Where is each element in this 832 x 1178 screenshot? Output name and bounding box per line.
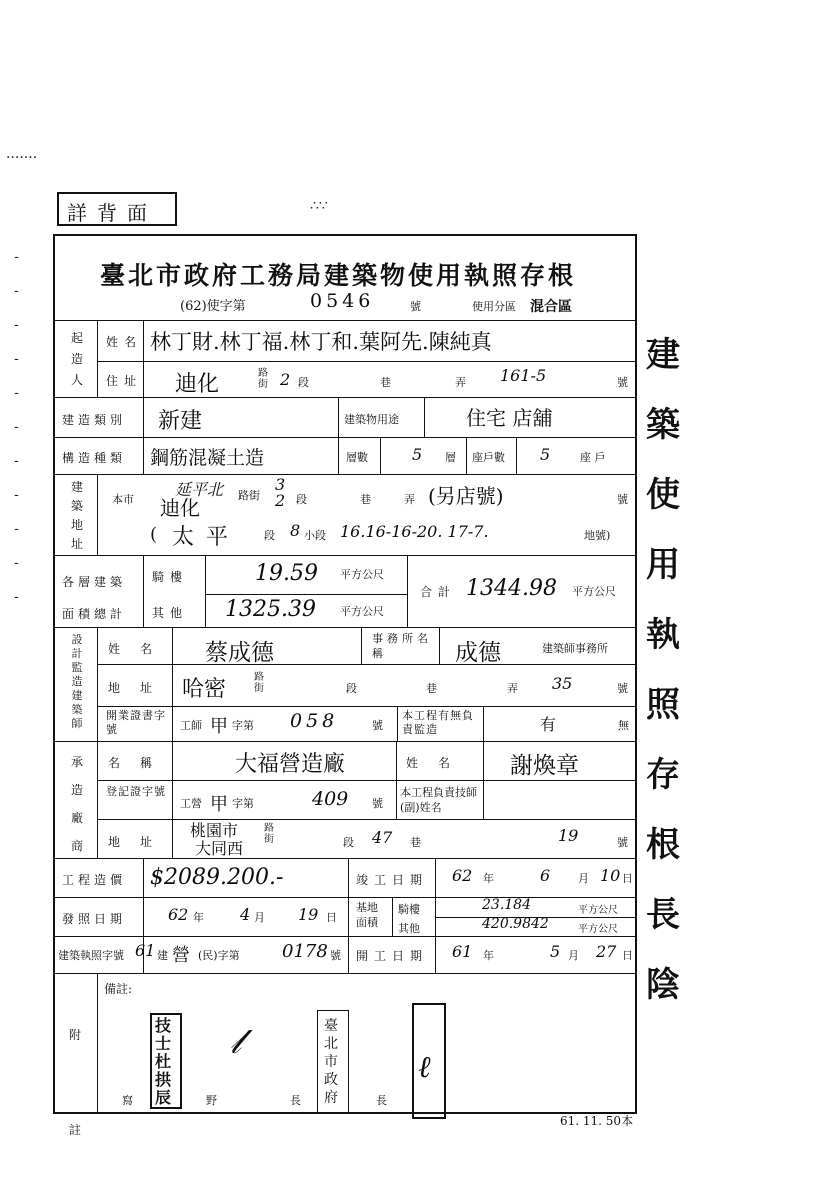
designer-office-label (372, 631, 434, 661)
floors-unit: 層 (445, 451, 456, 464)
side-stamp-text: 建築使用執照存根 長 陰 (646, 335, 680, 1005)
land-small-label: 小段 (304, 529, 326, 542)
contractor-no-value: 19 (558, 826, 579, 845)
rule (97, 474, 98, 555)
owner-road-label: 路街 (258, 368, 268, 390)
floors-value: 5 (412, 445, 423, 464)
designer-name-label: 姓名 (108, 642, 173, 656)
completion-day: 10 (600, 866, 621, 885)
form-title: 臺北市政府工務局建築物使用執照存根 (100, 261, 577, 290)
form-tag (57, 192, 177, 226)
cost-value: $2089.200.- (150, 865, 284, 890)
base-arcade-value: 23.184 (482, 897, 531, 913)
rule (172, 741, 173, 858)
rule (483, 741, 484, 819)
owner-name-value: 林丁財.林丁福.林丁和.葉阿先.陳純真 (150, 330, 492, 354)
rule (466, 437, 467, 474)
designer-office-value: 成德 (455, 640, 501, 666)
rule (205, 555, 206, 627)
remarks-label: 備註: (104, 982, 133, 996)
rule (143, 320, 144, 397)
signature-scribble-1: 𝓁 (230, 1022, 242, 1062)
zone-value: 混合區 (530, 299, 572, 315)
rule (380, 437, 381, 474)
rule (97, 741, 98, 858)
form-frame (53, 234, 637, 1114)
base-other-value: 420.9842 (482, 916, 549, 932)
permit-number-row (180, 295, 246, 314)
designer-group-label: 設計監造建築師 (71, 633, 83, 730)
rule (205, 594, 407, 595)
area-arcade-value: 19.59 (255, 561, 318, 586)
rule (172, 627, 173, 741)
completion-month-label: 月 (578, 872, 589, 885)
designer-supervisor-label (402, 709, 482, 737)
designer-supervisor-value: 有 (540, 715, 557, 734)
rule (424, 397, 425, 437)
rule (397, 706, 398, 741)
rule (97, 361, 637, 362)
start-day: 27 (596, 942, 617, 961)
area-group-label-text: 各層建築面積總計 (62, 575, 127, 621)
government-stamp-text: 臺北市政府 (324, 1018, 338, 1106)
floors-label: 層數 (346, 451, 368, 464)
owner-sec-label: 段 (298, 376, 309, 389)
zone-label: 使用分區 (472, 300, 516, 313)
use-value: 住宅 店舖 (466, 406, 553, 430)
contractor-no-label: 號 (617, 836, 628, 849)
category-label: 建造類別 (62, 413, 127, 427)
rule (439, 627, 440, 664)
rule (348, 858, 349, 973)
completion-month: 6 (540, 866, 551, 885)
rule (97, 780, 637, 781)
permit-number-prefix: (62)使字第 (180, 299, 246, 314)
start-month-label: 月 (568, 949, 579, 962)
rule (396, 741, 397, 819)
start-label: 開工日期 (356, 949, 429, 963)
contractor-name-label: 名稱 (108, 756, 173, 770)
rule (361, 627, 362, 664)
scan-noise: ∴∵ (310, 198, 328, 214)
units-unit: 座 戶 (580, 451, 606, 464)
designer-office-suffix: 建築師事務所 (542, 642, 608, 655)
owner-group-label: 起造人 (70, 331, 83, 387)
owner-no-label: 號 (617, 376, 628, 389)
category-value: 新建 (158, 409, 203, 434)
contractor-address-road: 大同西 (195, 839, 244, 858)
designer-road-label: 路街 (254, 672, 264, 694)
start-year-label: 年 (483, 949, 494, 962)
remarks-col4: 長 (376, 1094, 387, 1107)
land-sec-label: 段 (264, 529, 275, 542)
designer-supervisor-label-text: 本工程有無負責監造 (402, 709, 474, 736)
rule (55, 973, 637, 974)
area-total-label: 合計 (420, 585, 457, 599)
rule (97, 973, 98, 1114)
designer-address-label: 地址 (108, 681, 173, 695)
rule (97, 320, 98, 397)
permit-type: 營 (172, 945, 190, 966)
site-city-label: 本市 (112, 493, 134, 506)
site-road-label: 路街 (238, 489, 260, 502)
owner-alley-label: 弄 (455, 376, 466, 389)
contractor-lane-value: 47 (372, 828, 393, 847)
contractor-name-value: 大福營造廠 (235, 752, 346, 777)
scan-noise: - - - - - - - - - - - (14, 249, 19, 605)
remarks-side-label: 附註 (68, 1028, 81, 1137)
designer-office-label-text: 事務所名稱 (372, 632, 432, 660)
designer-license-no: 058 (290, 710, 339, 732)
government-stamp (317, 1010, 349, 1114)
land-suffix: 地號) (584, 529, 611, 542)
rule (97, 627, 98, 741)
issue-month: 4 (240, 905, 251, 924)
structure-label: 構造種類 (62, 451, 127, 465)
permit-label: 建築執照字號 (58, 949, 124, 962)
issue-year-label: 年 (193, 911, 204, 924)
area-total-unit: 平方公尺 (572, 585, 616, 598)
completion-label: 竣工日期 (356, 873, 429, 887)
contractor-reg-mid: 字第 (232, 797, 254, 810)
owner-address-label: 住址 (106, 374, 143, 388)
remarks-col3: 長 (290, 1094, 301, 1107)
designer-license-label (106, 709, 168, 737)
site-road2: 迪化 (160, 496, 200, 520)
contractor-lane-label: 巷 (410, 836, 421, 849)
contractor-address-label: 地址 (108, 835, 173, 849)
site-sec-label: 段 (296, 493, 307, 506)
units-label: 座戶數 (472, 451, 505, 464)
issue-day: 19 (298, 905, 319, 924)
start-month: 5 (550, 942, 561, 961)
permit-number-value: 0546 (310, 290, 375, 312)
owner-name-label: 姓名 (106, 335, 143, 349)
contractor-reg-label (106, 784, 168, 799)
rule (483, 706, 484, 741)
land-prefix: ( (150, 524, 158, 545)
designer-address-value: 哈密 (182, 677, 227, 702)
base-arcade-unit: 平方公尺 (578, 905, 618, 916)
technician-stamp (150, 1013, 182, 1109)
side-stamp (646, 320, 686, 1020)
contractor-engineer-label-text: 本工程負責技師(副)姓名 (400, 786, 477, 814)
site-lane-label: 巷 (360, 493, 371, 506)
remarks-col2: 野 (206, 1094, 217, 1107)
issue-label: 發照日期 (62, 912, 127, 926)
contractor-reg-label-text: 登記證字號 (106, 785, 166, 798)
contractor-engineer-label (400, 785, 480, 815)
cost-label: 工程造價 (62, 873, 127, 887)
base-label-text: 基地面積 (356, 901, 378, 929)
area-group-label (62, 566, 138, 630)
area-other-label: 其他 (152, 606, 189, 620)
base-other-label: 其他 (398, 922, 420, 935)
permit-mid1: 建 (157, 949, 168, 962)
designer-license-mid: 字第 (232, 719, 254, 732)
contractor-reg-no: 409 (312, 788, 349, 810)
site-no-label: 號 (617, 493, 628, 506)
area-total-value: 1344.98 (466, 576, 557, 601)
site-sec2: 2 (275, 491, 286, 510)
land-district: 太平 (172, 525, 241, 550)
rule (97, 706, 637, 707)
issue-day-label: 日 (326, 911, 337, 924)
technician-stamp-text: 技士杜拱辰 (155, 1016, 172, 1107)
area-arcade-unit: 平方公尺 (340, 568, 384, 581)
designer-name-value: 蔡成德 (205, 640, 274, 666)
owner-sec-value: 2 (280, 370, 291, 389)
signature-scribble-2: ℓ (418, 1050, 431, 1085)
rule (97, 819, 637, 820)
rule (392, 897, 393, 936)
contractor-address-city: 桃園市 (190, 821, 239, 840)
contractor-reg-grade: 甲 (210, 794, 228, 815)
area-arcade-label: 騎樓 (152, 570, 189, 584)
rule (407, 555, 408, 627)
units-value: 5 (540, 445, 551, 464)
rule (338, 397, 339, 437)
rule (55, 627, 637, 628)
designer-no-value: 35 (552, 674, 573, 693)
permit-number-suffix: 號 (410, 300, 421, 313)
start-year: 61 (452, 942, 473, 961)
contractor-road-label: 路街 (264, 823, 274, 845)
permit-no: 0178 (282, 941, 328, 962)
land-numbers: 16.16-16-20. 17-7. (340, 522, 489, 541)
designer-lane-label: 巷 (426, 682, 437, 695)
completion-year-label: 年 (483, 872, 494, 885)
site-group-label: 建築地址 (70, 480, 83, 551)
start-day-label: 日 (622, 949, 633, 962)
designer-no-label: 號 (617, 682, 628, 695)
use-label: 建築物用途 (344, 413, 399, 426)
remarks-col1: 寫 (122, 1094, 133, 1107)
designer-supervisor-unit: 無 (618, 719, 629, 732)
completion-day-label: 日 (622, 872, 633, 885)
permit-mid2: (民)字第 (198, 949, 240, 962)
contractor-rep-value: 謝煥章 (510, 753, 579, 779)
owner-no-value: 161-5 (500, 366, 547, 385)
base-label (356, 900, 388, 930)
designer-sec-label: 段 (346, 682, 357, 695)
rule (97, 664, 637, 665)
base-arcade-label: 騎樓 (398, 903, 420, 916)
owner-address-street: 迪化 (175, 372, 220, 397)
designer-license-label-text: 開業證書字號 (106, 709, 166, 736)
designer-license-grade: 甲 (210, 716, 228, 737)
form-tag-text: 詳背面 (67, 201, 157, 225)
completion-year: 62 (452, 866, 473, 885)
structure-value: 鋼筋混凝土造 (150, 447, 265, 469)
issue-month-label: 月 (254, 911, 265, 924)
rule (338, 437, 339, 474)
footer-code: 61. 11. 50本 (560, 1114, 634, 1128)
contractor-sec-label: 段 (343, 836, 354, 849)
scan-noise: ······· (6, 150, 38, 166)
designer-alley-label: 弄 (507, 682, 518, 695)
issue-year: 62 (168, 905, 189, 924)
rule (143, 397, 144, 474)
owner-lane-label: 巷 (380, 376, 391, 389)
designer-license-prefix: 工師 (180, 719, 202, 732)
contractor-rep-label: 姓名 (406, 756, 471, 770)
rule (435, 858, 436, 973)
area-other-unit: 平方公尺 (340, 605, 384, 618)
rule (55, 741, 637, 742)
base-other-unit: 平方公尺 (578, 924, 618, 935)
rule (55, 474, 637, 475)
permit-year: 61 (135, 941, 156, 960)
land-small-sec: 8 (290, 521, 301, 540)
rule (143, 555, 144, 627)
contractor-reg-prefix: 工營 (180, 797, 202, 810)
contractor-group-label: 承造廠商 (70, 755, 83, 853)
site-sec1: 3 (275, 475, 286, 494)
contractor-reg-suffix: 號 (372, 797, 383, 810)
permit-suffix: 號 (330, 949, 341, 962)
site-alley-value: (另店號) (428, 484, 504, 508)
rule (516, 437, 517, 474)
site-alley-label: 弄 (404, 493, 415, 506)
site-road1: 延平北 (175, 480, 224, 499)
designer-license-suffix: 號 (372, 719, 383, 732)
area-other-value: 1325.39 (225, 597, 316, 622)
